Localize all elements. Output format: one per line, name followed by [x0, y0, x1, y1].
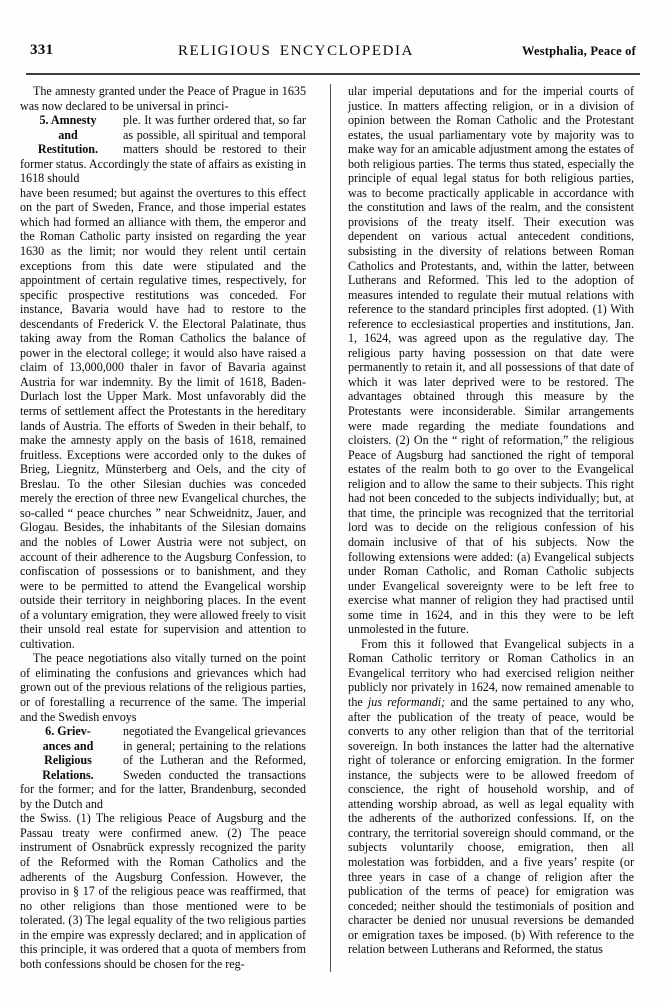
paragraph: The peace negotiations also vitally turned on the point of eliminating the confusions and grievances which had grown out of the previous relations of the religious parties, or of forestalling a recurrence of the same. The imperial and the Swedish envoys [20, 651, 306, 724]
paragraph-text-part: From this it followed that Evangelical subjects in a Roman Catholic territory or Roman Catholics in an Evangelical territory who had exercised religion neither publicly nor privately in 1624, now remained amenable to the [348, 636, 634, 709]
paragraph: have been resumed; but against the overtures to this effect on the part of Sweden, France, and those imperial estates which had formed an alliance with them, the emperor and the Roman Catholic party insisted on regarding the year 1630 as the limit; nor would they relent until certain exceptions from this date were stipulated and the appointment of certain regulative times, respectively, for specific prospective restitutions was conceded. For instance, Bavaria would have had to restore to the descendants of Frederick V. the Electoral Palatinate, thus taking away from the Roman Catholics the balance of power in the electoral college; it would also have raised a claim of 13,000,000 thaler in favor of Bavaria against Austria for war indemnity. By the limit of 1618, Baden-Durlach lost the Upper Mark. Most unfavorably did the terms of settlement affect the Protestants in the hereditary lands of Austria. The efforts of Sweden in their behalf, to make the amnesty apply on the basis of 1618, remained fruitless. Exceptions were accorded only to the dukes of Brieg, Liegnitz, Münsterberg and Oels, and the city of Breslau. To the other Silesian duchies was conceded merely the erection of three new Evangelical churches, the so-called “ peace churches ” near Schweidnitz, Jauer, and Glogau. Besides, the inhabitants of the Silesian domains and the nobles of Lower Austria were not subject, on account of their adherence to the Augsburg Confession, to confiscation of possessions or to banishment, and they were to be permitted to attend the Evangelical worship outside their territory in neighboring places. In the event of a voluntary emigration, they were allowed freely to visit their unsold real estate for supervision and attention to cultivation. [20, 185, 306, 651]
sidenote-block-amnesty [20, 113, 306, 186]
latin-term-jus-reformandi: jus reformandi; [367, 694, 446, 709]
header-rule [26, 73, 640, 75]
paragraph: ular imperial deputations and for the imperial courts of justice. In matters affecting religion, or in a division of opinion between the Roman Catholic and the Protestant estates, the usual parliamentary vote by majority was to make way for an amicable adjustment among the estates of both religious parties. The terms thus stated, especially the principle of equal legal status for both religious parties, was to become practically applicable in accordance with the constitution and laws of the realm, and the consistent provisions of the treaty itself. Their execution was dependent on various actual antecedent conditions, subsisting in the diversity of relations between Roman Catholics and Protestants, and, within the latter, between Lutherans and Reformed. This led to the adoption of measures intended to regulate their mutual relations with reference to the standard principles first adopted. (1) With reference to ecclesiastical properties and institutions, Jan. 1, 1624, was agreed upon as the regulative day. The religious party having possession on that date were permanently to retain it, and all possessions of that date of which it was later deprived were to be restored. The advantages obtained through this measure by the Protestants were inconsiderable. Similar arrangements were made regarding the mediate foundations and cloisters. (2) On the “ right of reformation,” the religious Peace of Augsburg had sanctioned the right of temporal estates of the realm both to go over to the Evangelical religion and to allow the same to their subjects. This right had not been conceded to the subjects individually; but, at that time, the principle was recognized that the territorial lord was to decide on the religious confession of his domain inclusive of that of his subjects. Now the following extensions were added: (a) Evangelical subjects under Roman Catholic, and Roman Catholic subjects under Evangelical sovereignty were to be left free to exercise what manner of religion they had practised until some time in 1624, and in this they were to be left unmolested in the future. [348, 84, 634, 637]
column-divider [330, 84, 331, 972]
sidenote-grievances-religious-relations: 6. Griev- ances and Religious Relations. [42, 724, 94, 782]
entry-title: Westphalia, Peace of [521, 44, 636, 58]
sidenote-amnesty-restitution: 5. Amnesty and Restitution. [37, 113, 99, 157]
paragraph: The amnesty granted under the Peace of Prague in 1635 was now declared to be universal in princi- [20, 84, 306, 113]
right-column [348, 84, 634, 957]
paragraph: the Swiss. (1) The religious Peace of Augsburg and the Passau treaty were confirmed anew. (2) The peace instrument of Osnabrück expressly recognized the parity of the Reformed with the Roman Catholics and the adherents of the Augsburg Confession. However, the proviso in § 17 of the religious peace was reaffirmed, that no other religions than those mentioned were to be tolerated. (3) The legal equality of the two religious parties in the empire was expressly declared; and in application of this principle, it was ordered that a quota of members from both confessions should be chosen for the reg- [20, 811, 306, 971]
page-number: 331 [30, 42, 54, 58]
sidenote-block-grievances [20, 724, 306, 811]
book-title: RELIGIOUS ENCYCLOPEDIA [177, 43, 415, 59]
running-head [30, 42, 636, 64]
paragraph-text-part: and the same pertained to any who, after the publication of the treaty of peace, would be converts to any other religion than that of the territorial sovereign. In both instances the latter had the alternative right of tolerance or enforcing emigration. In the former instance, the subjects were to be allowed freedom of conscience, the right of household worship, and of attending worship abroad, as well as legal equality with the adherents of the authorized confessions. If, on the contrary, the territorial sovereign should command, or the subjects voluntarily choose, emigration, then all molestation was forbidden, and a five years’ respite (or three years in case of a change of religion after the publication of the terms of peace) for emigration was conceded; neither should the testimonials of position and character be denied nor unusual reversions be demanded or emigration taxes be imposed. (b) With reference to the relation between Lutherans and Reformed, the status [348, 694, 634, 957]
left-column [20, 84, 306, 971]
paragraph: negotiated the Evangelical grievances in general; pertaining to the relations of the Lutheran and the Reformed, Sweden conducted the transactions for the former; and for the latter, Brandenburg, seconded by the Dutch and [20, 724, 306, 811]
paragraph: ple. It was further ordered that, so far as possible, all spiritual and temporal matters should be restored to their former status. Accordingly the state of affairs as existing in 1618 should [20, 113, 306, 186]
paragraph [348, 637, 634, 957]
